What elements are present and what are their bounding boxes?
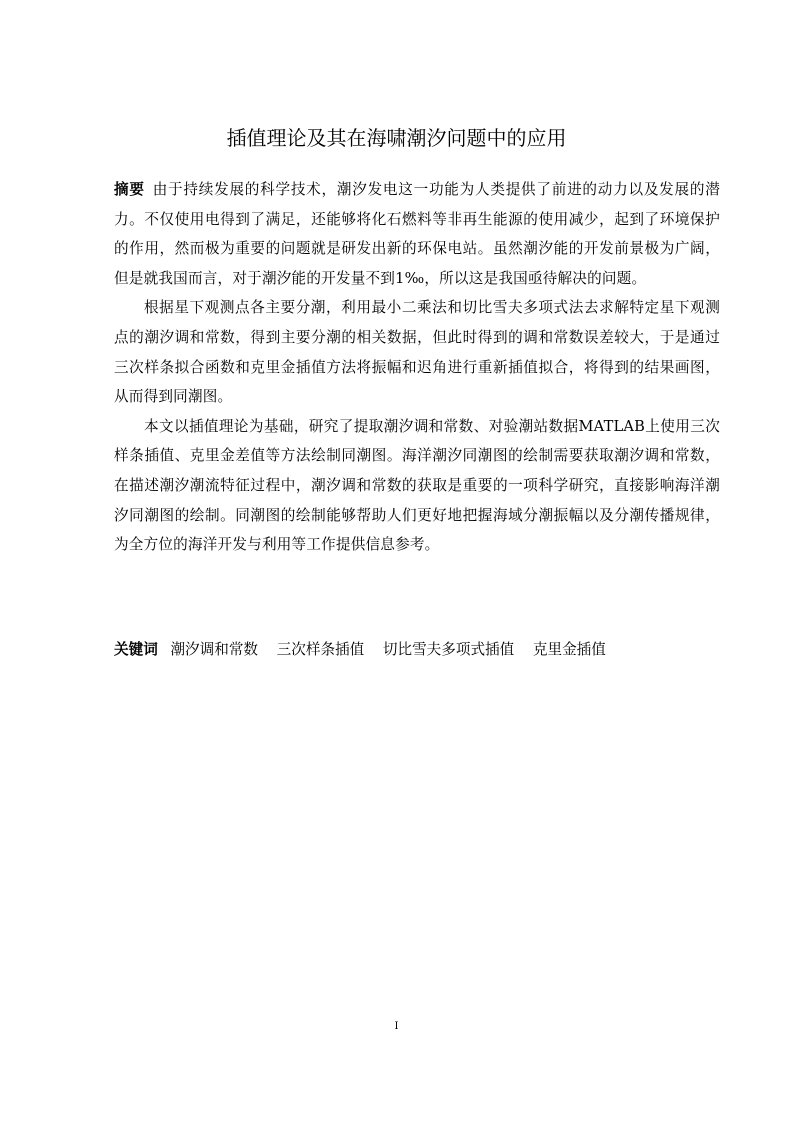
keyword-item: 潮汐调和常数 <box>170 641 259 658</box>
abstract-paragraph-3: 本文以插值理论为基础，研究了提取潮汐调和常数、对验潮站数据MATLAB上使用三次样条插值、克里金差值等方法绘制同潮图。海洋潮汐同潮图的绘制需要获取潮汐调和常数，在描述潮汐潮流特征过程中，潮汐调和常数的获取是重要的一项科学研究，直接影响海洋潮汐同潮图的绘制。同潮图的绘制能够帮助人们更好地把握海域分潮振幅以及分潮传播规律，为全方位的海洋开发与利用等工作提供信息参考。 <box>114 417 720 554</box>
page-number: I <box>394 1021 399 1032</box>
keyword-item: 三次样条插值 <box>276 641 365 658</box>
keywords-section <box>114 635 720 665</box>
abstract-text-1: 由于持续发展的科学技术，潮汐发电这一功能为人类提供了前进的动力以及发展的潜力。不仅使用电得到了满足，还能够将化石燃料等非再生能源的使用减少，起到了环境保护的作用，然而极为重要的问题就是研发出新的环保电站。虽然潮汐能的开发前景极为广阔，但是就我国而言，对于潮汐能的开发量不到1‰，所以这是我国亟待解决的问题。 <box>114 181 720 287</box>
document-title: 插值理论及其在海啸潮汐问题中的应用 <box>226 126 567 150</box>
keyword-item: 克里金插值 <box>532 641 606 658</box>
abstract-section <box>114 175 720 560</box>
abstract-paragraph-2: 根据星下观测点各主要分潮，利用最小二乘法和切比雪夫多项式法去求解特定星下观测点的潮汐调和常数，得到主要分潮的相关数据，但此时得到的调和常数误差较大，于是通过三次样条拟合函数和克里金插值方法将振幅和迟角进行重新插值拟合，将得到的结果画图，从而得到同潮图。 <box>114 299 720 406</box>
keyword-item: 切比雪夫多项式插值 <box>382 641 515 658</box>
abstract-label: 摘要 <box>114 181 145 198</box>
keywords-label: 关键词 <box>114 641 158 658</box>
abstract-paragraph-1 <box>114 175 720 293</box>
